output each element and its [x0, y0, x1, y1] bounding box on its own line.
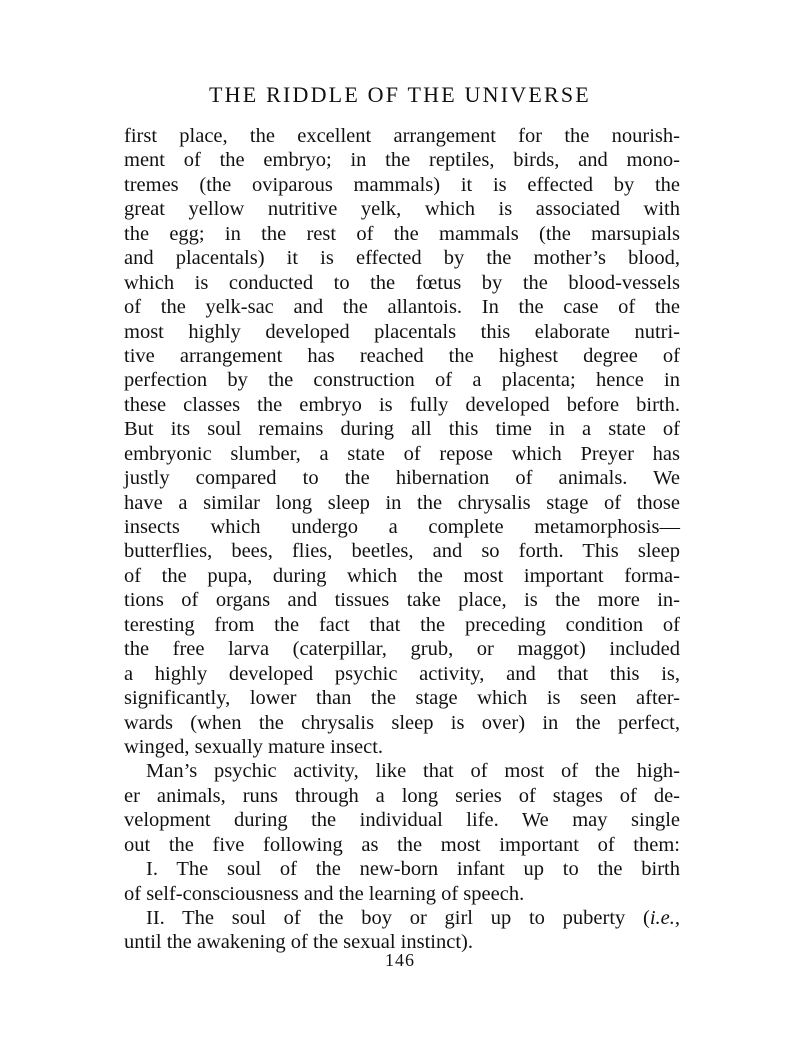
text-line: ment of the embryo; in the reptiles, birds, and mono- — [124, 149, 680, 172]
body-text — [124, 124, 680, 955]
text-line: justly compared to the hibernation of animals. We — [124, 467, 680, 490]
text-line: and placentals) it is effected by the mother’s blood, — [124, 247, 680, 270]
text-line: butterflies, bees, flies, beetles, and so forth. This sleep — [124, 540, 680, 563]
text-line: have a similar long sleep in the chrysalis stage of those — [124, 491, 680, 514]
list-item-line: of self-consciousness and the learning of speech. — [124, 882, 525, 905]
paragraph-start-line: Man’s psychic activity, like that of most of the high- — [146, 760, 680, 783]
text-line: a highly developed psychic activity, and that this is, — [124, 662, 680, 685]
text-line: But its soul remains during all this time in a state of — [124, 418, 680, 441]
text-line: great yellow nutritive yelk, which is associated with — [124, 198, 680, 221]
page-number: 146 — [385, 950, 415, 970]
text-line: er animals, runs through a long series of stages of de- — [124, 784, 680, 807]
text-line: tions of organs and tissues take place, is the more in- — [124, 589, 680, 612]
text-line: the egg; in the rest of the mammals (the marsupials — [124, 222, 680, 245]
text-line: tive arrangement has reached the highest degree of — [124, 344, 680, 367]
list-item-line: II. The soul of the boy or girl up to puberty (i.e., — [146, 907, 680, 929]
text-line: the free larva (caterpillar, grub, or maggot) included — [124, 638, 680, 661]
text-line: perfection by the construction of a placenta; hence in — [124, 369, 680, 392]
text-line: first place, the excellent arrangement for the nourish- — [124, 125, 680, 147]
text-line: most highly developed placentals this elaborate nutri- — [124, 320, 680, 343]
text-line: velopment during the individual life. We may single — [124, 809, 680, 832]
text-line: which is conducted to the fœtus by the blood-vessels — [124, 271, 680, 294]
text-line: out the five following as the most important of them: — [124, 833, 680, 856]
text-line: these classes the embryo is fully developed before birth. — [124, 393, 680, 416]
text-line: of the yelk-sac and the allantois. In the case of the — [124, 296, 680, 319]
text-line: significantly, lower than the stage which is seen after- — [124, 687, 680, 710]
running-head: THE RIDDLE OF THE UNIVERSE — [209, 82, 591, 107]
text-line: insects which undergo a complete metamorphosis— — [124, 516, 680, 538]
text-line: of the pupa, during which the most important forma- — [124, 564, 680, 587]
list-item-line: I. The soul of the new-born infant up to the birth — [146, 858, 680, 881]
text-line: wards (when the chrysalis sleep is over) in the perfect, — [124, 711, 680, 734]
list-item-line: until the awakening of the sexual instinct). — [124, 931, 473, 954]
text-line: teresting from the fact that the preceding condition of — [124, 613, 680, 636]
text-line: tremes (the oviparous mammals) it is effected by the — [124, 173, 680, 196]
paragraph-end-line: winged, sexually mature insect. — [124, 735, 384, 758]
text-line: embryonic slumber, a state of repose which Preyer has — [124, 442, 680, 465]
